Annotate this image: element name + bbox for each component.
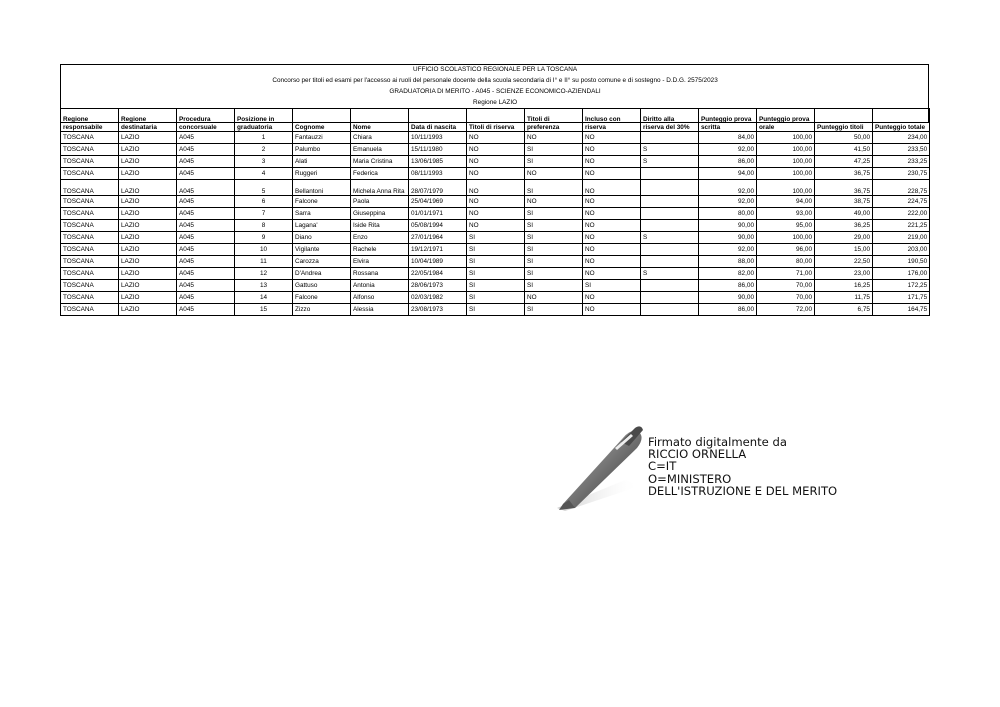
table-cell: NO [583, 208, 641, 220]
table-cell: 15 [235, 304, 293, 316]
table-cell: 15,00 [815, 244, 873, 256]
table-cell: 100,00 [757, 132, 815, 144]
table-cell: LAZIO [119, 132, 177, 144]
table-cell: SI [525, 180, 583, 196]
table-cell: SI [525, 144, 583, 156]
table-cell: LAZIO [119, 220, 177, 232]
table-cell: 47,25 [815, 156, 873, 168]
table-cell: TOSCANA [61, 244, 119, 256]
column-header: Punteggio titoli [815, 109, 873, 132]
signature-line: O=MINISTERO [648, 471, 732, 486]
column-header: Posizione in graduatoria [235, 109, 293, 132]
table-cell: A045 [177, 196, 235, 208]
table-cell: A045 [177, 144, 235, 156]
table-cell: LAZIO [119, 280, 177, 292]
column-header: Regione responsabile [61, 109, 119, 132]
table-cell: 90,00 [699, 292, 757, 304]
table-cell: LAZIO [119, 292, 177, 304]
table-cell [641, 168, 699, 180]
table-cell [641, 196, 699, 208]
table-cell: 224,75 [873, 196, 930, 208]
table-cell: 6,75 [815, 304, 873, 316]
table-cell: NO [525, 292, 583, 304]
table-cell: 3 [235, 156, 293, 168]
table-cell: 82,00 [699, 268, 757, 280]
table-cell: Giuseppina [351, 208, 409, 220]
table-cell: 80,00 [699, 208, 757, 220]
table-cell: SI [525, 244, 583, 256]
table-cell: NO [583, 196, 641, 208]
table-cell: 14 [235, 292, 293, 304]
table-cell: Diano [293, 232, 351, 244]
table-cell [641, 220, 699, 232]
table-cell: 80,00 [757, 256, 815, 268]
table-cell: 05/08/1994 [409, 220, 467, 232]
table-cell: SI [467, 280, 525, 292]
column-header: Punteggio prova orale [757, 109, 815, 132]
table-cell: 02/03/1982 [409, 292, 467, 304]
table-cell: LAZIO [119, 168, 177, 180]
table-cell: LAZIO [119, 144, 177, 156]
table-cell: TOSCANA [61, 196, 119, 208]
table-cell: TOSCANA [61, 232, 119, 244]
column-header: Diritto alla riserva del 30% [641, 109, 699, 132]
table-cell: Lagana' [293, 220, 351, 232]
table-cell: 36,75 [815, 180, 873, 196]
table-row [61, 268, 930, 280]
column-header: Regione destinataria [119, 109, 177, 132]
table-cell: NO [467, 180, 525, 196]
table-cell: NO [583, 268, 641, 280]
table-row [61, 132, 930, 144]
table-cell: TOSCANA [61, 220, 119, 232]
table-cell: 4 [235, 168, 293, 180]
column-header: Nome [351, 109, 409, 132]
table-cell: SI [525, 268, 583, 280]
table-cell: SI [525, 208, 583, 220]
table-cell [641, 256, 699, 268]
table-row [61, 280, 930, 292]
table-cell: NO [525, 168, 583, 180]
table-cell: 86,00 [699, 280, 757, 292]
table-cell: 70,00 [757, 292, 815, 304]
table-cell: 86,00 [699, 304, 757, 316]
table-cell: 9 [235, 232, 293, 244]
table-cell: 29,00 [815, 232, 873, 244]
table-cell: Iside Rita [351, 220, 409, 232]
table-cell: 94,00 [699, 168, 757, 180]
column-header: Incluso con riserva [583, 109, 641, 132]
table-cell: LAZIO [119, 244, 177, 256]
table-cell: 10 [235, 244, 293, 256]
table-cell: TOSCANA [61, 280, 119, 292]
table-cell: 86,00 [699, 156, 757, 168]
table-cell: SI [467, 232, 525, 244]
column-header-row [61, 109, 930, 132]
table-cell: SI [467, 292, 525, 304]
table-cell: TOSCANA [61, 156, 119, 168]
table-cell: 28/07/1979 [409, 180, 467, 196]
table-cell: NO [467, 144, 525, 156]
table-cell: 230,75 [873, 168, 930, 180]
table-cell: Emanuela [351, 144, 409, 156]
table-row [61, 256, 930, 268]
table-cell: TOSCANA [61, 304, 119, 316]
table-cell: 10/11/1993 [409, 132, 467, 144]
table-cell: 7 [235, 208, 293, 220]
office-title: UFFICIO SCOLASTICO REGIONALE PER LA TOSCANA [412, 65, 578, 73]
table-cell: S [641, 156, 699, 168]
table-cell: 27/01/1964 [409, 232, 467, 244]
table-cell: SI [525, 156, 583, 168]
table-cell: A045 [177, 268, 235, 280]
table-cell: 5 [235, 180, 293, 196]
table-cell: LAZIO [119, 156, 177, 168]
table-cell: 1 [235, 132, 293, 144]
signature-line: Firmato digitalmente da [648, 435, 787, 449]
table-cell: TOSCANA [61, 256, 119, 268]
table-cell: 19/12/1971 [409, 244, 467, 256]
region-title: Regione LAZIO [473, 98, 518, 106]
table-cell: NO [583, 244, 641, 256]
table-cell: 172,25 [873, 280, 930, 292]
table-cell: 16,25 [815, 280, 873, 292]
table-cell [641, 180, 699, 196]
table-cell: 88,00 [699, 256, 757, 268]
table-cell: Alfonso [351, 292, 409, 304]
table-cell: SI [583, 280, 641, 292]
table-cell: SI [525, 256, 583, 268]
table-cell [641, 132, 699, 144]
signature-line: C=IT [648, 459, 677, 474]
table-cell: 28/06/1973 [409, 280, 467, 292]
table-cell: SI [467, 304, 525, 316]
table-cell: 164,75 [873, 304, 930, 316]
table-row [61, 304, 930, 316]
column-header: Punteggio prova scritta [699, 109, 757, 132]
table-cell: A045 [177, 220, 235, 232]
table-cell: SI [525, 232, 583, 244]
column-header: Titoli di riserva [467, 109, 525, 132]
table-cell: Antonia [351, 280, 409, 292]
table-cell: 222,00 [873, 208, 930, 220]
table-cell: 2 [235, 144, 293, 156]
table-cell: 100,00 [757, 156, 815, 168]
table-cell: A045 [177, 132, 235, 144]
ranking-title: GRADUATORIA DI MERITO - A045 - SCIENZE ECONOMICO-AZIENDALI [389, 87, 601, 95]
table-cell: Rossana [351, 268, 409, 280]
table-body [61, 132, 930, 316]
table-cell: 10/04/1989 [409, 256, 467, 268]
table-cell: Alessia [351, 304, 409, 316]
table-cell: NO [583, 168, 641, 180]
table-cell [641, 244, 699, 256]
signature-line: RICCIO ORNELLA [648, 447, 747, 462]
table-cell: NO [583, 256, 641, 268]
table-cell: TOSCANA [61, 292, 119, 304]
table-cell: SI [525, 220, 583, 232]
table-cell: 100,00 [757, 180, 815, 196]
table-row [61, 208, 930, 220]
table-cell: 92,00 [699, 196, 757, 208]
table-cell: LAZIO [119, 268, 177, 280]
table-cell: 190,50 [873, 256, 930, 268]
table-cell: 92,00 [699, 144, 757, 156]
table-cell: NO [467, 156, 525, 168]
table-row [61, 180, 930, 196]
table-row [61, 144, 930, 156]
table-cell: 8 [235, 220, 293, 232]
table-cell: D'Andrea [293, 268, 351, 280]
table-cell: 72,00 [757, 304, 815, 316]
table-cell [641, 292, 699, 304]
table-row [61, 220, 930, 232]
table-cell: Bellantoni [293, 180, 351, 196]
table-cell: S [641, 144, 699, 156]
table-cell: 93,00 [757, 208, 815, 220]
table-cell: A045 [177, 256, 235, 268]
table-cell: 11 [235, 256, 293, 268]
table-cell: A045 [177, 208, 235, 220]
table-cell: NO [467, 196, 525, 208]
table-cell: 228,75 [873, 180, 930, 196]
table-cell: 23,00 [815, 268, 873, 280]
table-cell: A045 [177, 168, 235, 180]
table-cell: 36,75 [815, 168, 873, 180]
table-cell: S [641, 232, 699, 244]
table-cell: 22/05/1984 [409, 268, 467, 280]
table-cell: Elvira [351, 256, 409, 268]
table-cell: TOSCANA [61, 180, 119, 196]
table-row [61, 156, 930, 168]
table-cell: Maria Cristina [351, 156, 409, 168]
table-cell: 100,00 [757, 168, 815, 180]
table-cell: 233,50 [873, 144, 930, 156]
table-cell: LAZIO [119, 232, 177, 244]
table-cell: Enzo [351, 232, 409, 244]
column-header: Titoli di preferenza [525, 109, 583, 132]
table-cell: 6 [235, 196, 293, 208]
table-cell: Falcone [293, 292, 351, 304]
table-cell: NO [525, 196, 583, 208]
table-cell: TOSCANA [61, 168, 119, 180]
table-cell: 96,00 [757, 244, 815, 256]
table-cell: 171,75 [873, 292, 930, 304]
table-cell: TOSCANA [61, 132, 119, 144]
table-cell: 25/04/1969 [409, 196, 467, 208]
table-cell: Chiara [351, 132, 409, 144]
table-cell: Fantauzzi [293, 132, 351, 144]
table-row [61, 244, 930, 256]
table-cell: A045 [177, 292, 235, 304]
table-cell: 49,00 [815, 208, 873, 220]
table-cell: A045 [177, 156, 235, 168]
table-cell: 234,00 [873, 132, 930, 144]
table-cell: A045 [177, 244, 235, 256]
table-cell: 13 [235, 280, 293, 292]
table-cell: 11,75 [815, 292, 873, 304]
table-cell: NO [583, 220, 641, 232]
table-cell: 221,25 [873, 220, 930, 232]
table-cell: LAZIO [119, 208, 177, 220]
table-cell: 84,00 [699, 132, 757, 144]
table-cell: Federica [351, 168, 409, 180]
table-cell: Palumbo [293, 144, 351, 156]
table-cell: Gattuso [293, 280, 351, 292]
table-cell: SI [525, 280, 583, 292]
table-cell: 13/06/1985 [409, 156, 467, 168]
table-cell: TOSCANA [61, 268, 119, 280]
table-cell: NO [467, 208, 525, 220]
table-cell: 176,00 [873, 268, 930, 280]
table-cell: Falcone [293, 196, 351, 208]
table-cell: A045 [177, 232, 235, 244]
table-cell: NO [583, 292, 641, 304]
column-header: Punteggio totale [873, 109, 930, 132]
table-cell: A045 [177, 180, 235, 196]
table-cell: A045 [177, 280, 235, 292]
table-cell: 203,00 [873, 244, 930, 256]
table-cell: 15/11/1980 [409, 144, 467, 156]
table-cell: NO [467, 132, 525, 144]
table-cell: A045 [177, 304, 235, 316]
table-cell: SI [467, 268, 525, 280]
table-cell: 94,00 [757, 196, 815, 208]
table-cell [641, 280, 699, 292]
table-cell: Paola [351, 196, 409, 208]
table-cell: NO [467, 168, 525, 180]
table-cell [641, 304, 699, 316]
table-cell: 92,00 [699, 244, 757, 256]
table-cell: NO [583, 180, 641, 196]
table-cell: 22,50 [815, 256, 873, 268]
table-cell: Vigilante [293, 244, 351, 256]
table-cell: TOSCANA [61, 208, 119, 220]
table-cell: 71,00 [757, 268, 815, 280]
table-cell: NO [583, 132, 641, 144]
table-cell: NO [583, 144, 641, 156]
table-cell: NO [583, 232, 641, 244]
table-cell: LAZIO [119, 180, 177, 196]
competition-title: Concorso per titoli ed esami per l'accesso ai ruoli del personale docente della scuola secondaria di I° e II° su posto comune e di sostegno - D.D.G. 2575/2023 [272, 76, 718, 84]
table-cell: SI [467, 256, 525, 268]
digital-signature-block [648, 436, 837, 497]
table-cell: 23/08/1973 [409, 304, 467, 316]
table-cell: 233,25 [873, 156, 930, 168]
table-cell: Michela Anna Rita [351, 180, 409, 196]
table-cell: SI [525, 304, 583, 316]
table-cell [641, 208, 699, 220]
table-cell: 12 [235, 268, 293, 280]
table-cell: NO [583, 156, 641, 168]
table-cell: 100,00 [757, 144, 815, 156]
table-cell: 36,25 [815, 220, 873, 232]
merit-ranking-table [60, 64, 930, 316]
table-cell: 90,00 [699, 220, 757, 232]
table-cell: Sarra [293, 208, 351, 220]
table-row [61, 232, 930, 244]
table-cell: 95,00 [757, 220, 815, 232]
table-cell: 01/01/1971 [409, 208, 467, 220]
table-row [61, 292, 930, 304]
table-cell: 92,00 [699, 180, 757, 196]
table-cell: NO [525, 132, 583, 144]
table-cell: NO [467, 220, 525, 232]
table-cell: 08/11/1993 [409, 168, 467, 180]
table-cell: 38,75 [815, 196, 873, 208]
table-cell: 90,00 [699, 232, 757, 244]
table-row [61, 168, 930, 180]
table-cell: Alati [293, 156, 351, 168]
table-cell: SI [467, 244, 525, 256]
column-header: Procedura concorsuale [177, 109, 235, 132]
table-cell: Carozza [293, 256, 351, 268]
table-cell: 41,50 [815, 144, 873, 156]
table-row [61, 196, 930, 208]
table-cell: LAZIO [119, 304, 177, 316]
table-cell: NO [583, 304, 641, 316]
table-cell: Rachele [351, 244, 409, 256]
table-cell: LAZIO [119, 256, 177, 268]
table-cell: S [641, 268, 699, 280]
table-cell: Zizzo [293, 304, 351, 316]
table-cell: LAZIO [119, 196, 177, 208]
table-cell: TOSCANA [61, 144, 119, 156]
table-cell: 100,00 [757, 232, 815, 244]
column-header: Cognome [293, 109, 351, 132]
table-cell: 219,00 [873, 232, 930, 244]
table-cell: Ruggeri [293, 168, 351, 180]
table-cell: 50,00 [815, 132, 873, 144]
signature-line: DELL'ISTRUZIONE E DEL MERITO [648, 483, 838, 498]
table-cell: 70,00 [757, 280, 815, 292]
column-header: Data di nascita [409, 109, 467, 132]
